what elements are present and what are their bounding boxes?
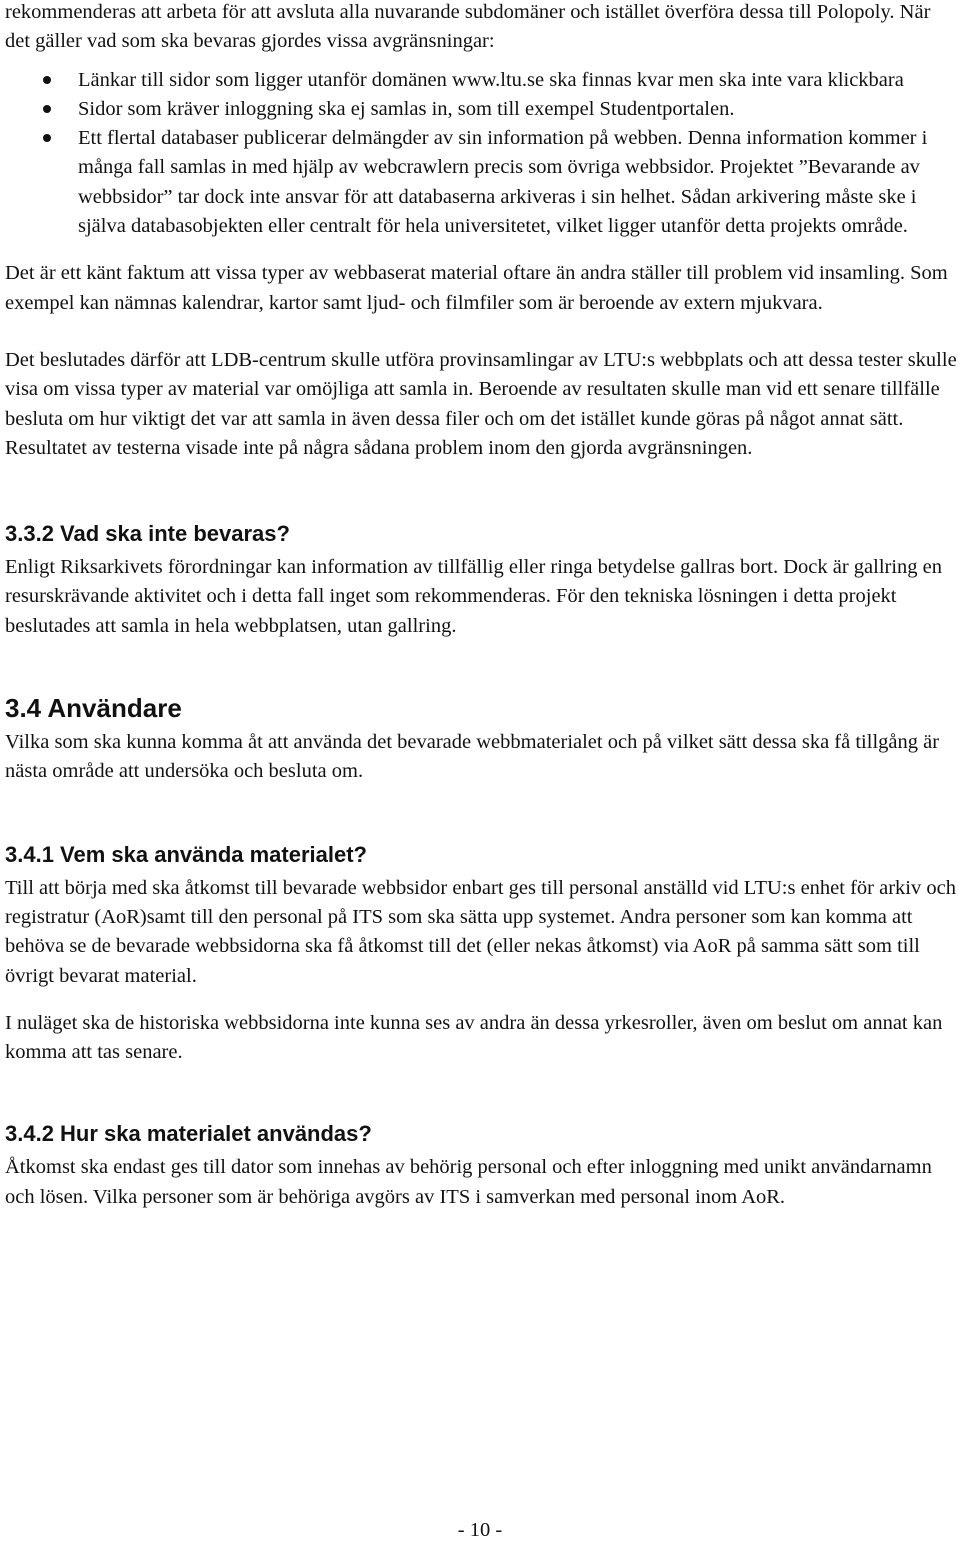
section-heading-3-3-2: 3.3.2 Vad ska inte bevaras? <box>5 521 290 547</box>
delimitations-list <box>5 66 957 242</box>
section-body: I nuläget ska de historiska webbsidorna inte kunna ses av andra än dessa yrkesroller, även om beslut om annat kan komma att tas senare. <box>5 1011 943 1064</box>
bullet-icon <box>43 134 51 142</box>
known-fact-paragraph: Det är ett känt faktum att vissa typer av webbaserat material oftare än andra ställer till problem vid insamling. Som exempel kan nämnas kalendrar, kartor samt ljud- och filmfiler som är beroende av extern mjukvara. <box>5 262 948 314</box>
bullet-icon <box>43 76 51 84</box>
document-page <box>5 0 957 1212</box>
section-body: Vilka som ska kunna komma åt att använda det bevarade webbmaterialet och på vilket sätt dessa ska få tillgång är nästa område att undersöka och besluta om. <box>5 731 940 783</box>
list-item-text: Ett flertal databaser publicerar delmängder av sin information på webben. Denna information kommer i många fall samlas in med hjälp av webcrawlern precis som övriga webbsidor. Projektet ”Bevarande av webbsidor” tar dock inte ansvar för att databaserna arkiveras i sin helhet. Sådan arkivering måste ske i själva databasobjekten eller centralt för hela universitetet, vilket ligger utanför detta projekts område. <box>78 127 928 238</box>
decision-paragraph: Det beslutades därför att LDB-centrum skulle utföra provinsamlingar av LTU:s webbplats och att dessa tester skulle visa om vissa typer av material var omöjliga att samla in. Beroende av resultaten skulle man vid ett senare tillfälle besluta om hur viktigt det var att samla in även dessa filer och om det istället kunde göras på något annat sätt. Resultatet av testerna visade inte på några sådana problem inom den gjorda avgränsningen. <box>5 348 957 459</box>
list-item-text: Sidor som kräver inloggning ska ej samlas in, som till exempel Studentportalen. <box>78 97 735 120</box>
section-heading-3-4-2: 3.4.2 Hur ska materialet användas? <box>5 1121 372 1147</box>
section-body: Åtkomst ska endast ges till dator som innehas av behörig personal och efter inloggning med unikt användarnamn och lösen. Vilka personer som är behöriga avgörs av ITS i samverkan med personal inom AoR. <box>5 1156 932 1208</box>
section-heading-3-4: 3.4 Användare <box>5 693 182 724</box>
list-item <box>5 95 957 124</box>
section-body: Enligt Riksarkivets förordningar kan information av tillfällig eller ringa betydelse gallras bort. Dock är gallring en resurskrävande aktivitet och i detta fall inget som rekommenderas. För den tekniska lösningen i detta projekt beslutades att samla in hela webbplatsen, utan gallring. <box>5 556 943 637</box>
section-body: Till att börja med ska åtkomst till bevarade webbsidor enbart ges till personal anställd vid LTU:s enhet för arkiv och registratur (AoR)samt till den personal på ITS som ska sätta upp systemet. Andra personer som kan komma att behöva se de bevarade webbsidorna ska få åtkomst till det (eller nekas åtkomst) via AoR på samma sätt som till övrigt bevarat material. <box>5 876 956 987</box>
bullet-icon <box>43 105 51 113</box>
intro-paragraph: rekommenderas att arbeta för att avsluta alla nuvarande subdomäner och istället överföra dessa till Polopoly. När det gäller vad som ska bevaras gjordes vissa avgränsningar: <box>5 1 931 53</box>
list-item-text: Länkar till sidor som ligger utanför domänen www.ltu.se ska finnas kvar men ska inte vara klickbara <box>78 68 904 91</box>
list-item <box>5 66 957 95</box>
section-heading-3-4-1: 3.4.1 Vem ska använda materialet? <box>5 841 367 867</box>
list-item <box>5 124 957 241</box>
page-number: - 10 - <box>457 1519 503 1541</box>
